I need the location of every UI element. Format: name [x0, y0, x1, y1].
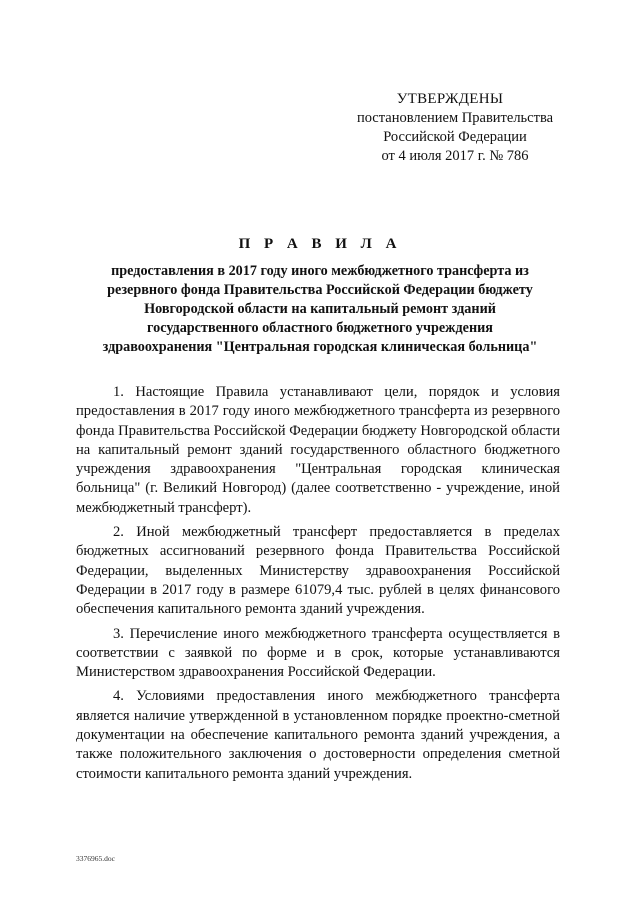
approval-line-3: от 4 июля 2017 г. № 786	[381, 148, 529, 164]
subtitle-line: предоставления в 2017 году иного межбюджетного трансферта из	[111, 263, 529, 279]
subtitle-line: Новгородской области на капитальный ремонт зданий	[144, 301, 496, 317]
subtitle-line: резервного фонда Правительства Российской Федерации бюджету	[107, 282, 533, 298]
approval-heading: УТВЕРЖДЕНЫ	[396, 91, 504, 107]
subtitle-line: государственного областного бюджетного учреждения	[147, 320, 493, 336]
document-body	[76, 383, 560, 789]
approval-block	[340, 90, 570, 166]
paragraph-2: 2. Иной межбюджетный трансферт предоставляется в пределах бюджетных ассигнований резервного фонда Правительства Российской Федерации, выделенных Министерству здравоохранения Российской Федерации в 2017 году в размере 61079,4 тыс. рублей в целях финансового обеспечения капитального ремонта зданий учреждения.	[76, 524, 560, 618]
document-title: П Р А В И Л А	[238, 236, 402, 252]
approval-line-2: Российской Федерации	[383, 129, 527, 145]
document-subtitle	[70, 262, 570, 357]
paragraph-3: 3. Перечисление иного межбюджетного трансферта осуществляется в соответствии с заявкой по форме и в срок, которые устанавливаются Министерством здравоохранения Российской Федерации.	[76, 625, 560, 681]
paragraph-1: 1. Настоящие Правила устанавливают цели, порядок и условия предоставления в 2017 году иного межбюджетного трансферта из резервного фонда Правительства Российской Федерации бюджету Новгородской области на капитальный ремонт зданий государственного областного бюджетного учреждения здравоохранения "Центральная городская клиническая больница" (г. Великий Новгород) (далее соответственно - учреждение, иной межбюджетный трансферт).	[76, 384, 560, 516]
approval-line-1: постановлением Правительства	[356, 110, 554, 126]
paragraph-4: 4. Условиями предоставления иного межбюджетного трансферта является наличие утвержденной в установленном порядке проектно-сметной документации на обеспечение капитального ремонта зданий учреждения, а также положительного заключения о достоверности определения сметной стоимости капитального ремонта зданий учреждения.	[76, 688, 560, 782]
subtitle-line: здравоохранения "Центральная городская клиническая больница"	[102, 339, 538, 355]
footer-filename: 3376965.doc	[76, 854, 115, 863]
